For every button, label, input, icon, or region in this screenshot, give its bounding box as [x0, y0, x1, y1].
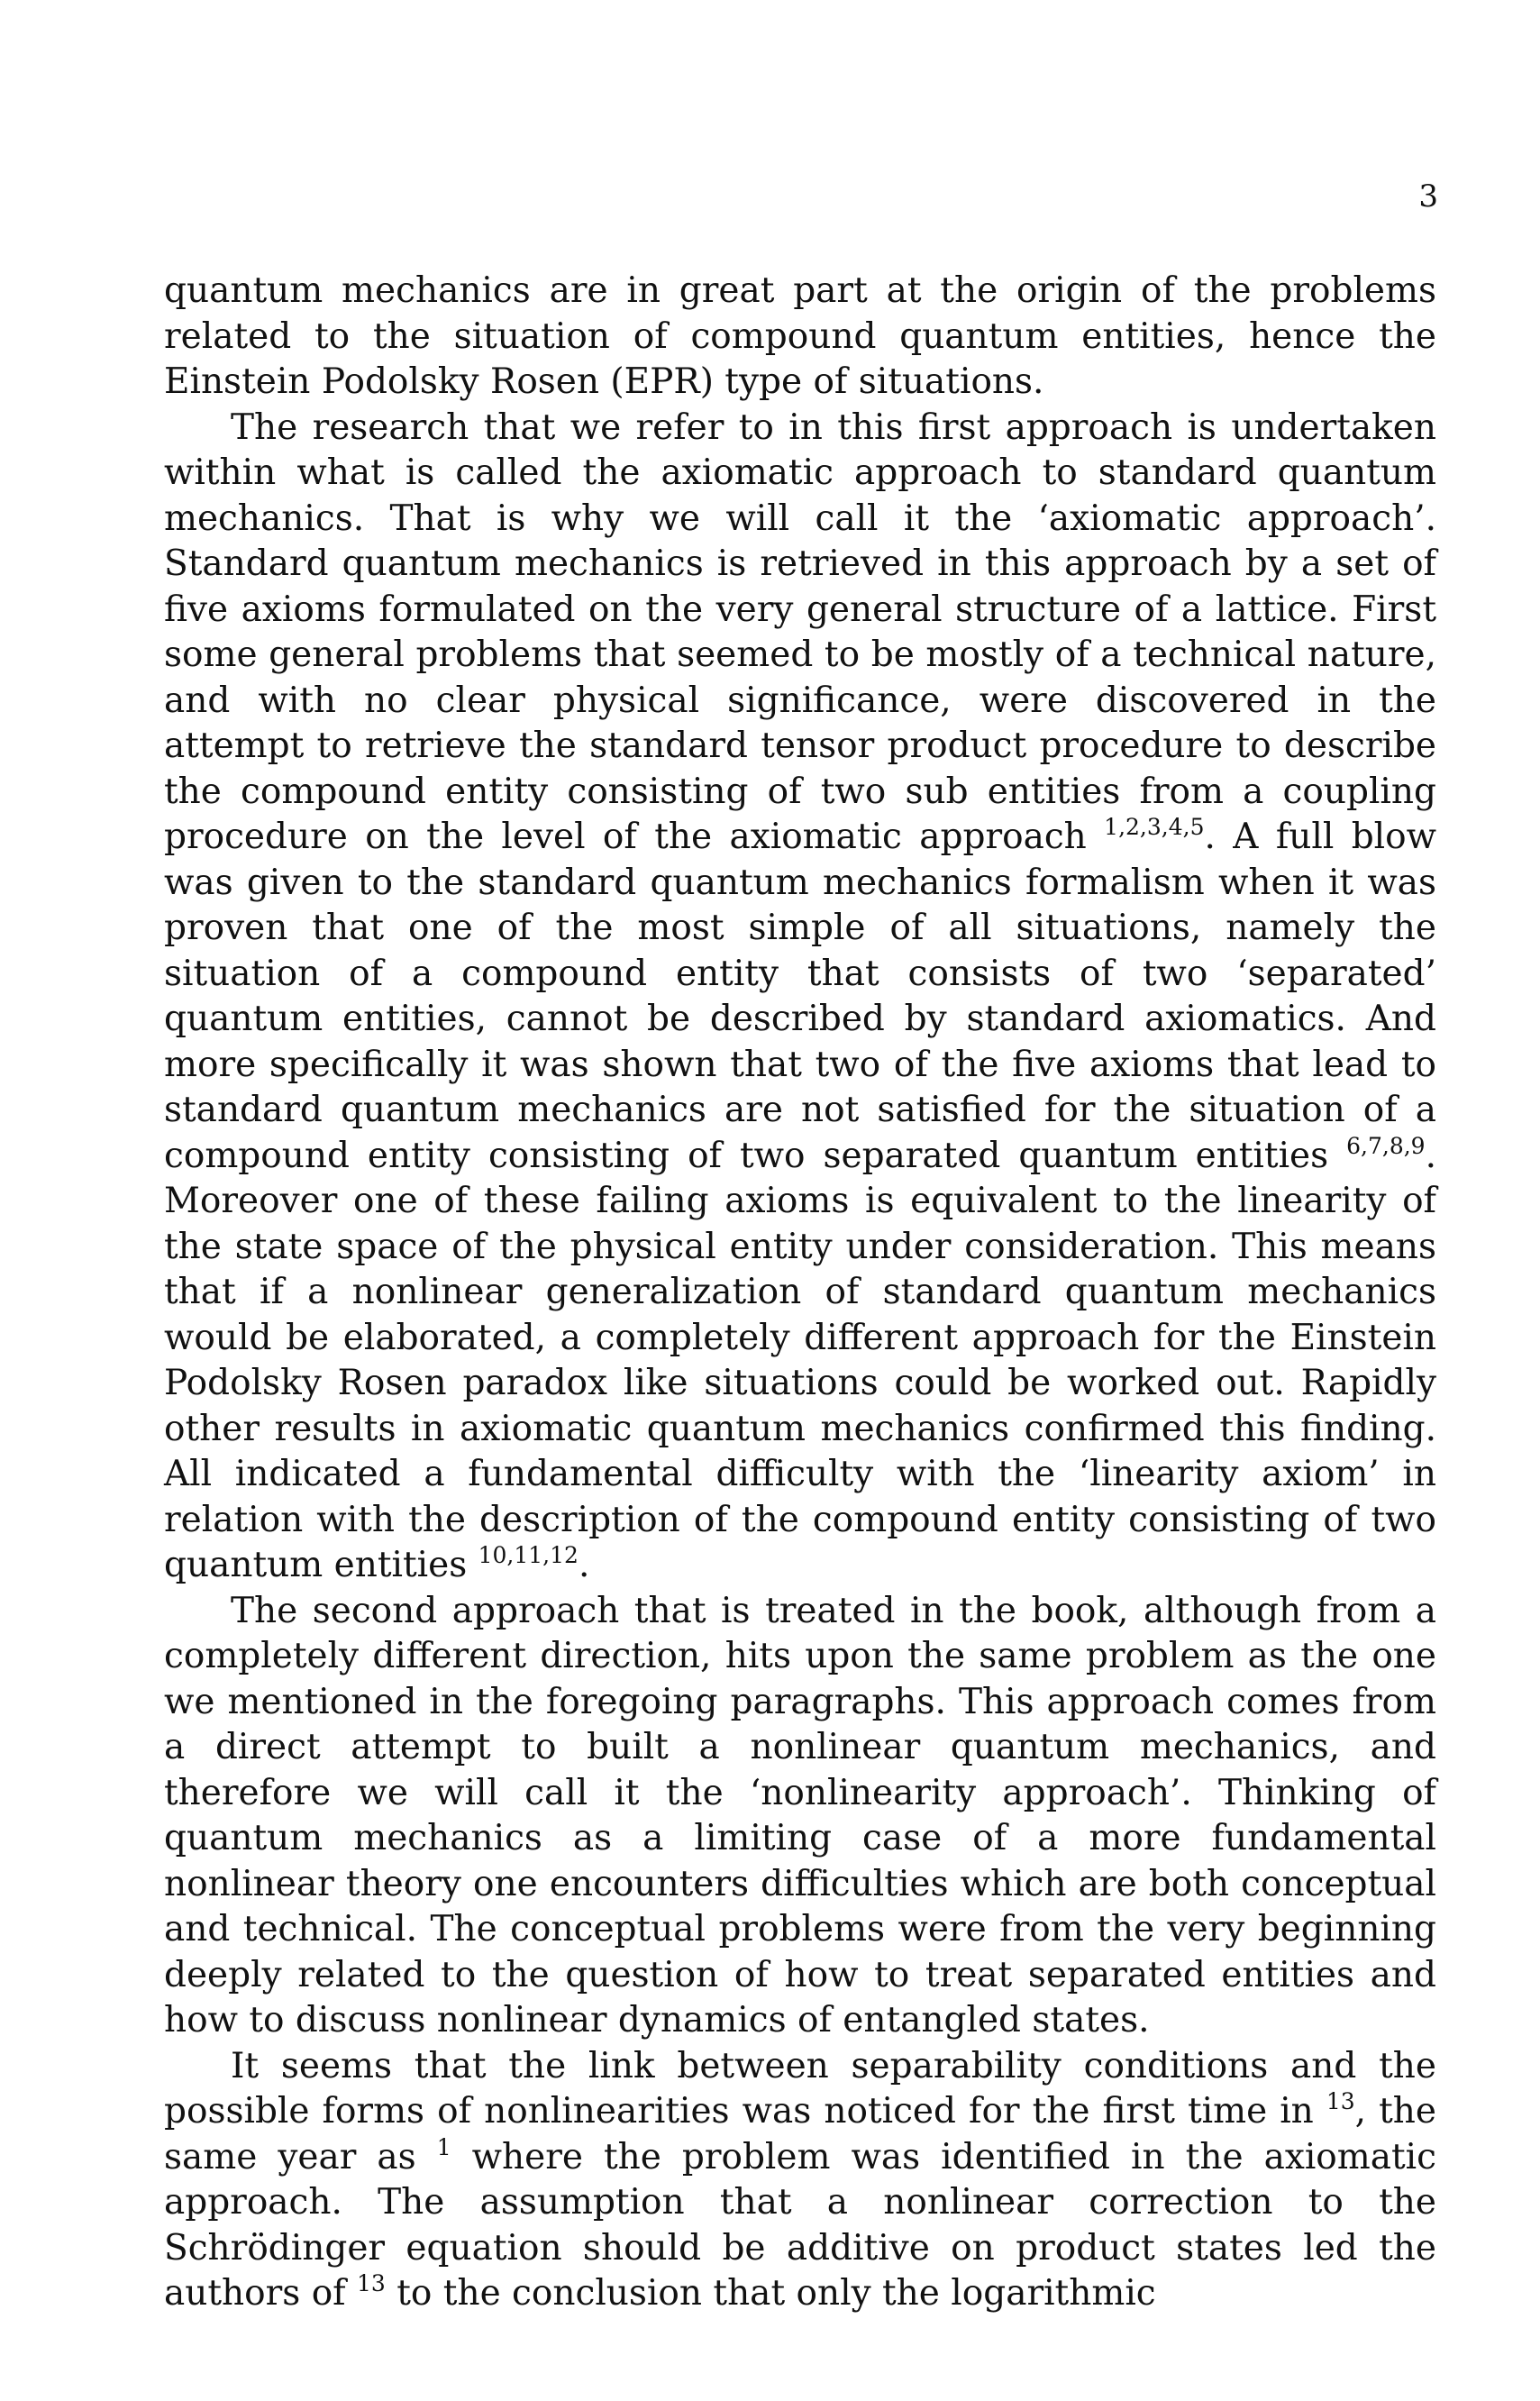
paragraph-4-text-a: It seems that the link between separability conditions and the possible forms of nonlinearities was noticed for the first time in: [164, 2045, 1436, 2132]
citation-6-9: 6,7,8,9: [1346, 1132, 1426, 1159]
paragraph-2-text-d: .: [578, 1545, 590, 1585]
citation-13: 13: [1326, 2088, 1355, 2114]
citation-1-5: 1,2,3,4,5: [1104, 814, 1205, 840]
paragraph-4-text-c: where the problem was identified in the axiomatic approach. The assumption that a nonlinear correction to the Schrödinger equation should be additive on product states led the authors of: [164, 2136, 1436, 2314]
paragraph-2-text-a: The research that we refer to in this first approach is undertaken within what is called the axiomatic approach to standard quantum mechanics. That is why we will call it the ‘axiomatic approach’. Standard quantum mechanics is retrieved in this approach by a set of five axioms formulated on the very general structure of a lattice. First some general problems that seemed to be mostly of a technical nature, and with no clear physical significance, were discovered in the attempt to retrieve the standard tensor product procedure to describe the compound entity consisting of two sub entities from a coupling procedure on the level of the axiomatic approach: [164, 406, 1436, 857]
paragraph-2-text-c: . Moreover one of these failing axioms is equivalent to the linearity of the state space of the physical entity under consideration. This means that if a nonlinear generalization of standard quantum mechanics would be elaborated, a completely different approach for the Einstein Podolsky Rosen paradox like situations could be worked out. Rapidly other results in axiomatic quantum mechanics confirmed this finding. All indicated a fundamental difficulty with the ‘linearity axiom’ in relation with the description of the compound entity consisting of two quantum entities: [164, 1135, 1436, 1585]
paragraph-2: [164, 406, 1436, 1589]
paragraph-4: [164, 2044, 1436, 2317]
citation-13-b: 13: [357, 2270, 386, 2296]
paragraph-2-text-b: . A full blow was given to the standard quantum mechanics formalism when it was proven that one of the most simple of all situations, namely the situation of a compound entity that consists of two ‘separated’ quantum entities, cannot be described by standard axiomatics. And more specifically it was shown that two of the five axioms that lead to standard quantum mechanics are not satisfied for the situation of a compound entity consisting of two separated quantum entities: [164, 817, 1436, 1176]
citation-10-12: 10,11,12: [478, 1542, 579, 1568]
body-text: [164, 269, 1436, 2317]
paragraph-1-text: quantum mechanics are in great part at the origin of the problems related to the situation of compound quantum entities, hence the Einstein Podolsky Rosen (EPR) type of situations.: [164, 270, 1436, 402]
paragraph-3-text: The second approach that is treated in the book, although from a completely different direction, hits upon the same problem as the one we mentioned in the foregoing paragraphs. This approach comes from a direct attempt to built a nonlinear quantum mechanics, and therefore we will call it the ‘nonlinearity approach’. Thinking of quantum mechanics as a limiting case of a more fundamental nonlinear theory one encounters difficulties which are both conceptual and technical. The conceptual problems were from the very beginning deeply related to the question of how to treat separated entities and how to discuss nonlinear dynamics of entangled states.: [164, 1590, 1436, 2040]
paragraph-1: [164, 269, 1436, 406]
paragraph-4-text-b: , the same year as: [164, 2091, 1436, 2177]
paragraph-4-text-d: to the conclusion that only the logarithmic: [385, 2273, 1156, 2314]
citation-1: 1: [436, 2133, 451, 2160]
paragraph-3: [164, 1589, 1436, 2044]
page-number: 3: [1418, 178, 1438, 215]
